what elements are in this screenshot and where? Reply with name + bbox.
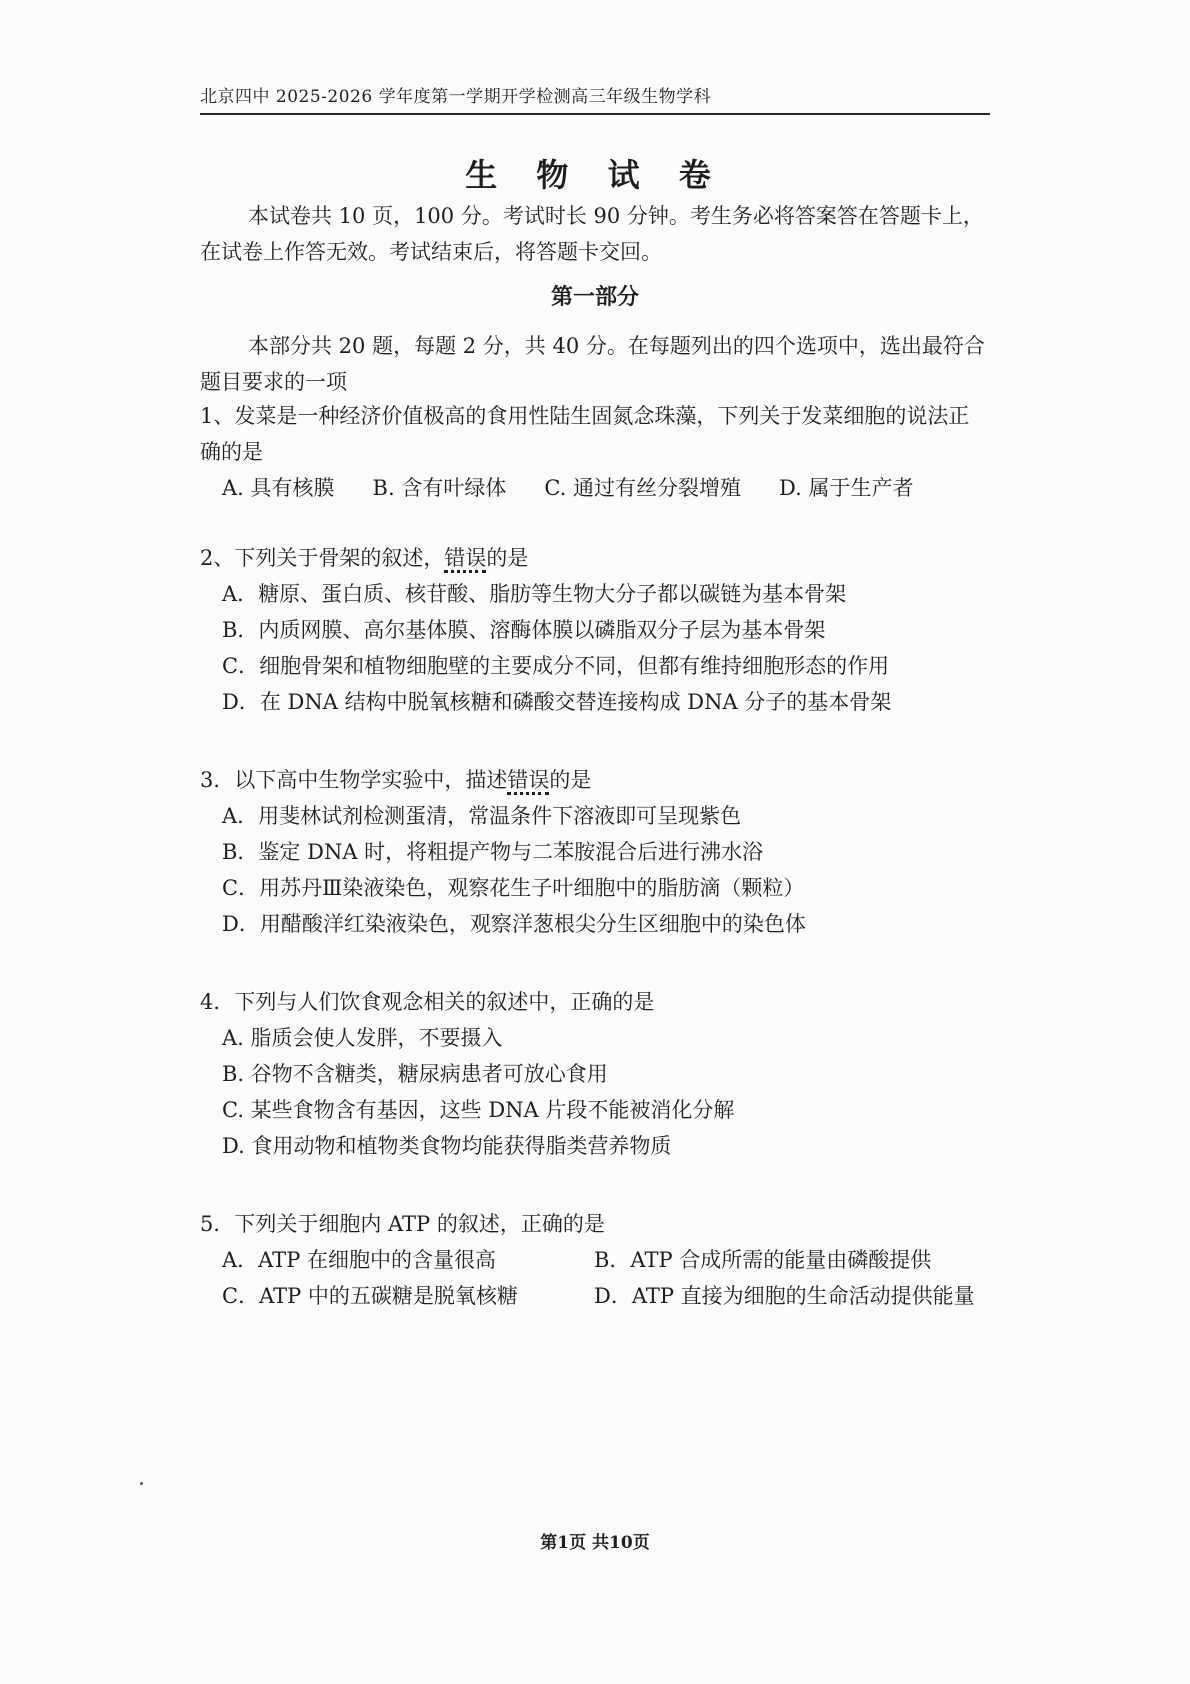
option-d: D．ATP 直接为细胞的生命活动提供能量 [594,1284,975,1308]
option-b: B．鉴定 DNA 时，将粗提产物与二苯胺混合后进行沸水浴 [222,840,764,864]
option-c: C．ATP 中的五碳糖是脱氧核糖 [222,1284,518,1308]
stem-emphasis: 错误 [507,768,549,795]
stem-suffix: 的是 [486,546,529,570]
option-d: D．用醋酸洋红染液染色，观察洋葱根尖分生区细胞中的染色体 [222,912,806,936]
question-3 [200,762,990,942]
option-a: A．用斐林试剂检测蛋清，常温条件下溶液即可呈现紫色 [222,804,742,828]
part-instructions: 本部分共 20 题，每题 2 分，共 40 分。在每题列出的四个选项中，选出最符合题目要求的一项 [200,334,985,394]
question-stem: 1、发菜是一种经济价值极高的食用性陆生固氮念珠藻，下列关于发菜细胞的说法正确的是 [200,404,970,464]
question-stem: 4．下列与人们饮食观念相关的叙述中，正确的是 [200,990,655,1014]
question-4 [200,984,990,1164]
page-footer: 第1页 共10页 [540,1533,650,1553]
option-b: B．内质网膜、高尔基体膜、溶酶体膜以磷脂双分子层为基本骨架 [222,618,826,642]
option-a: A．糖原、蛋白质、核苷酸、脂肪等生物大分子都以碳链为基本骨架 [222,582,847,606]
options [200,470,990,506]
option-a: A. 具有核膜 [222,476,335,500]
question-stem [200,540,990,576]
exam-instructions: 本试卷共 10 页，100 分。考试时长 90 分钟。考生务必将答案答在答题卡上，在试卷上作答无效。考试结束后，将答题卡交回。 [200,204,984,264]
page-title: 生 物 试 卷 [465,156,725,194]
option-d: D. 属于生产者 [779,476,914,500]
question-stem [200,762,990,798]
part-title: 第一部分 [550,284,639,310]
options [200,576,990,720]
stem-prefix: 3．以下高中生物学实验中，描述 [200,768,508,792]
option-b: B．ATP 合成所需的能量由磷酸提供 [594,1248,932,1272]
option-c: C．细胞骨架和植物细胞壁的主要成分不同，但都有维持细胞形态的作用 [222,654,890,678]
stem-suffix: 的是 [549,768,592,792]
option-c: C. 通过有丝分裂增殖 [544,476,741,500]
scan-speck [140,1482,143,1485]
option-a: A．ATP 在细胞中的含量很高 [222,1248,496,1272]
option-b: B. 谷物不含糖类，糖尿病患者可放心食用 [222,1062,608,1086]
stem-prefix: 2、下列关于骨架的叙述， [200,546,445,570]
question-5 [200,1206,990,1314]
option-c: C．用苏丹Ⅲ染液染色，观察花生子叶细胞中的脂肪滴（颗粒） [222,876,805,900]
option-d: D．在 DNA 结构中脱氧核糖和磷酸交替连接构成 DNA 分子的基本骨架 [222,690,892,714]
option-a: A. 脂质会使人发胖，不要摄入 [222,1026,503,1050]
options [200,1242,990,1314]
options [200,798,990,942]
page-header: 北京四中 2025-2026 学年度第一学期开学检测高三年级生物学科 [200,82,990,115]
question-2 [200,540,990,720]
stem-emphasis: 错误 [444,546,486,573]
question-1 [200,398,990,506]
question-stem: 5．下列关于细胞内 ATP 的叙述，正确的是 [200,1212,605,1236]
option-b: B. 含有叶绿体 [372,476,507,500]
option-c: C. 某些食物含有基因，这些 DNA 片段不能被消化分解 [222,1098,735,1122]
option-d: D. 食用动物和植物类食物均能获得脂类营养物质 [222,1134,672,1158]
options [200,1020,990,1164]
